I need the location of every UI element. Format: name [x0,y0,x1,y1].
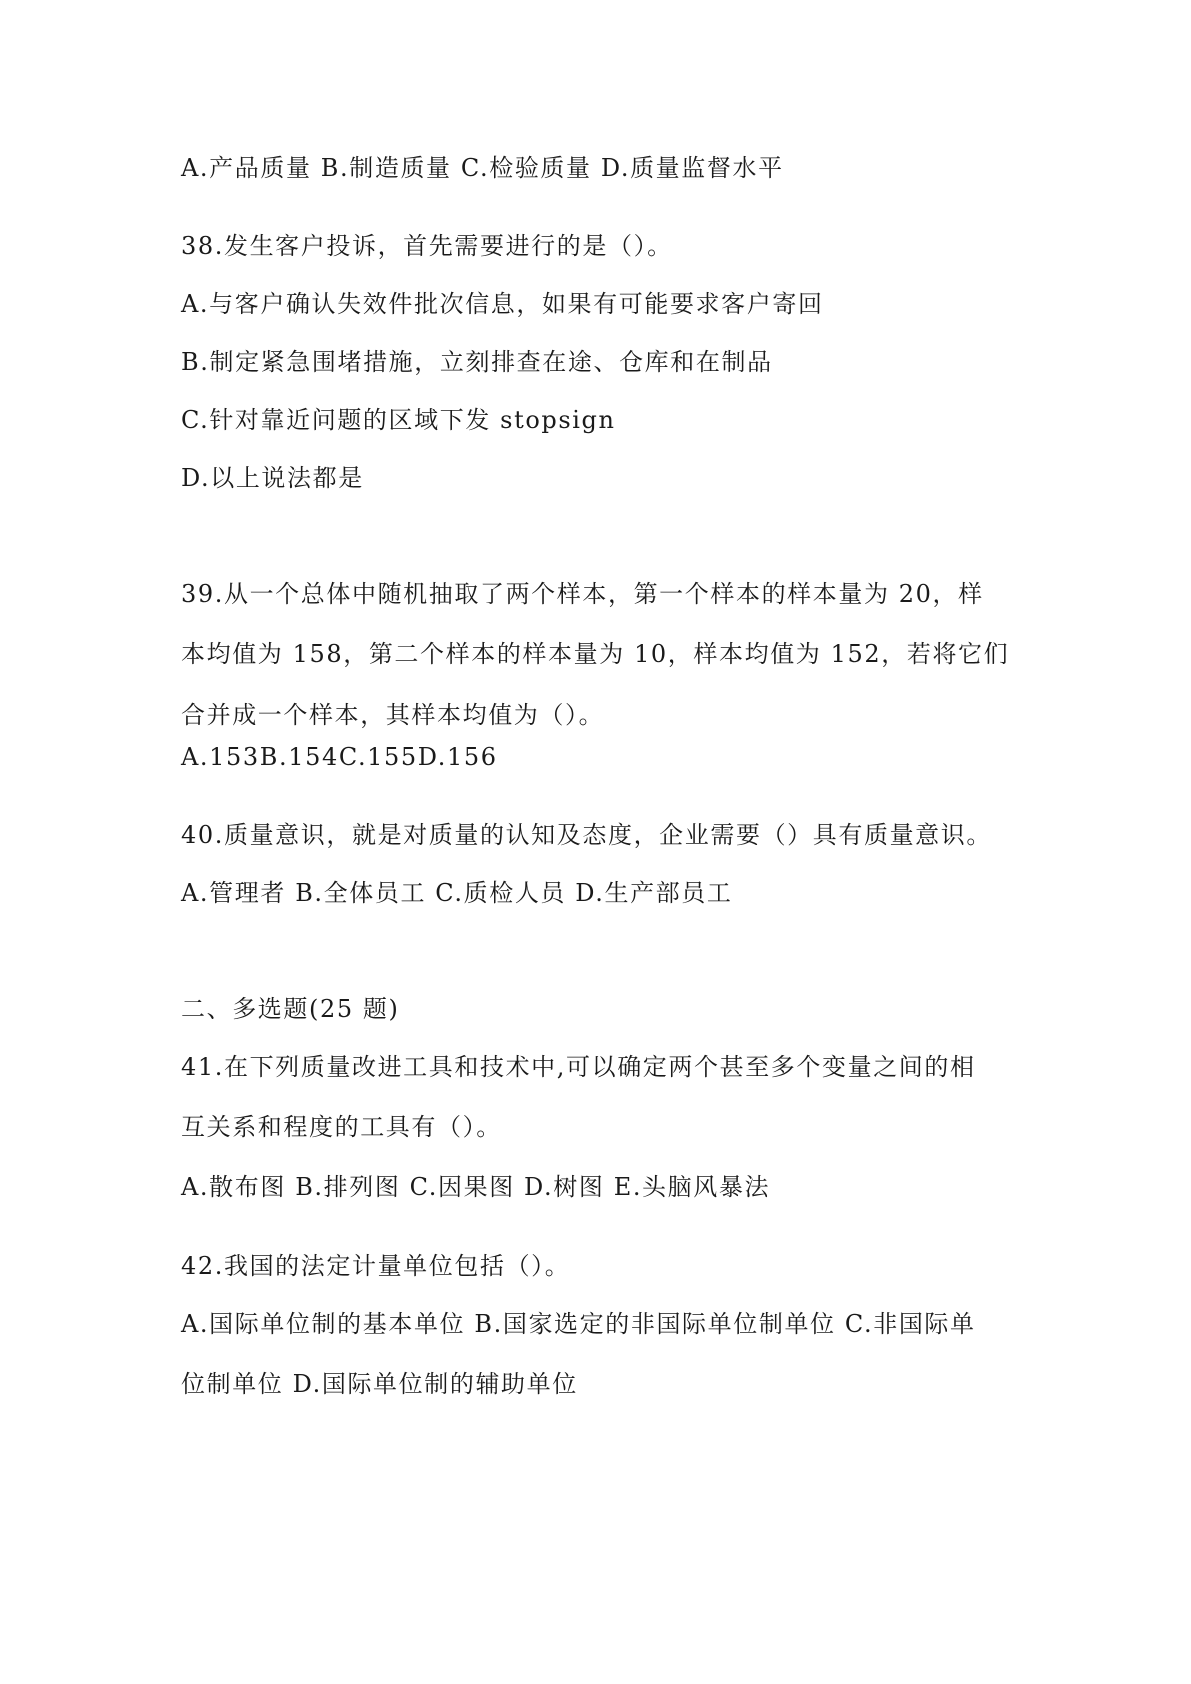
q38-option-b: B.制定紧急围堵措施，立刻排查在途、仓库和在制品 [181,348,773,376]
q40-stem: 40.质量意识，就是对质量的认知及态度，企业需要（）具有质量意识。 [181,821,992,849]
q42-options-line2: 位制单位 D.国际单位制的辅助单位 [181,1370,578,1398]
q40-options: A.管理者 B.全体员工 C.质检人员 D.生产部员工 [181,879,733,907]
q39-stem-line1: 39.从一个总体中随机抽取了两个样本，第一个样本的样本量为 20，样 [181,580,984,608]
q38-stem: 38.发生客户投诉，首先需要进行的是（）。 [181,232,673,260]
q38-option-c: C.针对靠近问题的区域下发 stopsign [181,406,616,434]
q41-options: A.散布图 B.排列图 C.因果图 D.树图 E.头脑风暴法 [181,1173,771,1201]
q41-stem-line1: 41.在下列质量改进工具和技术中,可以确定两个甚至多个变量之间的相 [181,1053,976,1081]
q39-stem-line2: 本均值为 158，第二个样本的样本量为 10，样本均值为 152，若将它们 [181,640,1010,668]
q37-options: A.产品质量 B.制造质量 C.检验质量 D.质量监督水平 [181,154,784,182]
q42-stem: 42.我国的法定计量单位包括（）。 [181,1252,571,1280]
q38-option-d: D.以上说法都是 [181,464,364,492]
q39-options: A.153B.154C.155D.156 [181,743,498,771]
section-heading-multiple-choice: 二、多选题(25 题) [181,995,400,1023]
q42-options-line1: A.国际单位制的基本单位 B.国家选定的非国际单位制单位 C.非国际单 [181,1310,976,1338]
q41-stem-line2: 互关系和程度的工具有（）。 [181,1113,502,1141]
q38-option-a: A.与客户确认失效件批次信息，如果有可能要求客户寄回 [181,290,824,318]
q39-stem-line3: 合并成一个样本，其样本均值为（）。 [181,701,605,729]
